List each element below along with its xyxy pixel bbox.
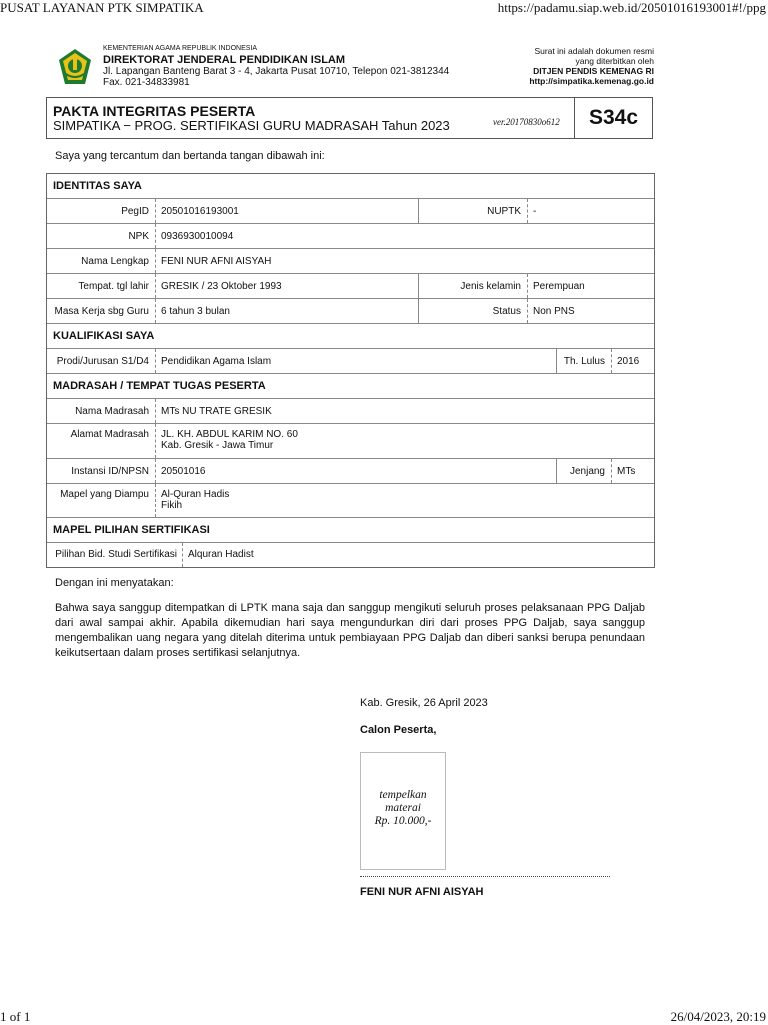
- grad-label: Th. Lulus: [556, 349, 612, 373]
- subject-1: Al-Quran Hadis: [161, 489, 230, 500]
- level-label: Jenjang: [556, 459, 612, 483]
- stamp-text: [361, 789, 445, 828]
- stamp-line2: materai: [385, 802, 421, 814]
- tenure-value: 6 tahun 3 bulan: [161, 306, 230, 317]
- website: http://simpatika.kemenag.go.id: [529, 76, 654, 86]
- title-box: [46, 97, 653, 139]
- intro-text: Saya yang tercantum dan bertanda tangan dibawah ini:: [55, 150, 325, 162]
- tenure-label: Masa Kerja sbg Guru: [47, 299, 156, 323]
- npk-value: 0936930010094: [161, 231, 234, 242]
- madrasah-name-label: Nama Madrasah: [47, 399, 156, 423]
- npk-label: NPK: [47, 224, 156, 248]
- gender-value: Perempuan: [533, 281, 585, 292]
- stamp-line1: tempelkan: [379, 789, 427, 801]
- row-madrasah-address: [47, 424, 654, 459]
- signer-name: FENI NUR AFNI AISYAH: [360, 886, 484, 898]
- letterhead-note: [529, 46, 654, 86]
- madrasah-address-label: Alamat Madrasah: [47, 424, 156, 458]
- madrasah-address-value: [156, 424, 654, 458]
- pegid-label: PegID: [47, 199, 156, 223]
- subject-2: Fikih: [161, 500, 183, 511]
- signer-role: Calon Peserta,: [360, 724, 437, 736]
- nuptk-value: -: [533, 206, 537, 217]
- row-name: [47, 249, 654, 274]
- birth-value: GRESIK / 23 Oktober 1993: [161, 281, 282, 292]
- row-certification-field: [47, 543, 654, 567]
- note-line2: yang diterbitkan oleh: [575, 56, 654, 66]
- major-value: Pendidikan Agama Islam: [161, 356, 272, 367]
- subjects-value: [156, 484, 654, 517]
- major-label: Prodi/Jurusan S1/D4: [47, 349, 156, 373]
- npsn-value: 20501016: [161, 466, 206, 477]
- level-value: MTs: [617, 466, 636, 477]
- birth-label: Tempat. tgl lahir: [47, 274, 156, 298]
- row-pegid: [47, 199, 654, 224]
- signature-line: [360, 876, 610, 877]
- grad-value: 2016: [617, 356, 640, 367]
- print-footer-datetime: 26/04/2023, 20:19: [670, 1009, 766, 1024]
- print-footer-page: 1 of 1: [0, 1009, 31, 1024]
- gender-label: Jenis kelamin: [418, 274, 528, 298]
- ministry-name: KEMENTERIAN AGAMA REPUBLIK INDONESIA: [103, 45, 258, 52]
- status-label: Status: [418, 299, 528, 323]
- row-birth: [47, 274, 654, 299]
- document-subtitle: SIMPATIKA − PROG. SERTIFIKASI GURU MADRASAH Tahun 2023: [53, 118, 450, 133]
- address-line2: Kab. Gresik - Jawa Timur: [161, 440, 274, 451]
- subjects-label: Mapel yang Diampu: [47, 484, 156, 517]
- row-tenure: [47, 299, 654, 324]
- address-line1: JL. KH. ABDUL KARIM NO. 60: [161, 429, 298, 440]
- data-table: [46, 173, 655, 568]
- npsn-label: Instansi ID/NPSN: [47, 459, 156, 483]
- section-madrasah: MADRASAH / TEMPAT TUGAS PESERTA: [47, 374, 654, 399]
- letterhead-address: [103, 66, 449, 88]
- cert-field-label: Pilihan Bid. Studi Sertifikasi: [47, 543, 183, 567]
- section-certification: MAPEL PILIHAN SERTIFIKASI: [47, 518, 654, 543]
- document-title: PAKTA INTEGRITAS PESERTA: [53, 103, 256, 119]
- nuptk-label: NUPTK: [418, 199, 528, 223]
- note-line1: Surat ini adalah dokumen resmi: [534, 46, 654, 56]
- version-code: ver.20170830o612: [493, 117, 560, 127]
- form-code-box: [574, 98, 652, 138]
- cert-field-value: Alquran Hadist: [188, 549, 254, 560]
- place-date: Kab. Gresik, 26 April 2023: [360, 697, 488, 709]
- pegid-value: 20501016193001: [161, 206, 239, 217]
- madrasah-name-value: MTs NU TRATE GRESIK: [161, 406, 272, 417]
- stamp-box: [360, 752, 446, 870]
- issuer: DITJEN PENDIS KEMENAG RI: [533, 66, 654, 76]
- print-header-url: https://padamu.siap.web.id/20501016193001#!/ppg: [497, 0, 766, 15]
- print-header-title: PUSAT LAYANAN PTK SIMPATIKA: [0, 0, 204, 15]
- row-npk: [47, 224, 654, 249]
- name-label: Nama Lengkap: [47, 249, 156, 273]
- kemenag-logo-icon: [56, 48, 94, 86]
- declaration-lead: Dengan ini menyatakan:: [55, 577, 174, 589]
- row-subjects: [47, 484, 654, 518]
- stamp-line3: Rp. 10.000,-: [374, 815, 432, 827]
- name-value: FENI NUR AFNI AISYAH: [161, 256, 272, 267]
- declaration-body: Bahwa saya sanggup ditempatkan di LPTK mana saja dan sanggup mengikuti seluruh proses pelaksanaan PPG Daljab dari awal sampai akhir. Apabila dikemudian hari saya mengundurkan diri dari proses PPG Daljab, saya sanggup mengembalikan uang negara yang ditelah diterima untuk pembiayaan PPG Daljab dan diberi sanksi berupa penundaan keikutsertaan dalam proses sertifikasi selanjutnya.: [55, 602, 645, 659]
- address-line: Jl. Lapangan Banteng Barat 3 - 4, Jakarta Pusat 10710, Telepon 021-3812344: [103, 66, 450, 77]
- fax-line: Fax. 021-34833981: [103, 77, 190, 88]
- row-npsn: [47, 459, 654, 484]
- section-identity: IDENTITAS SAYA: [47, 174, 654, 199]
- form-code: S34c: [588, 106, 639, 129]
- section-qualification: KUALIFIKASI SAYA: [47, 324, 654, 349]
- status-value: Non PNS: [533, 306, 575, 317]
- directorate-name: DIREKTORAT JENDERAL PENDIDIKAN ISLAM: [103, 54, 346, 66]
- row-major: [47, 349, 654, 374]
- row-madrasah-name: [47, 399, 654, 424]
